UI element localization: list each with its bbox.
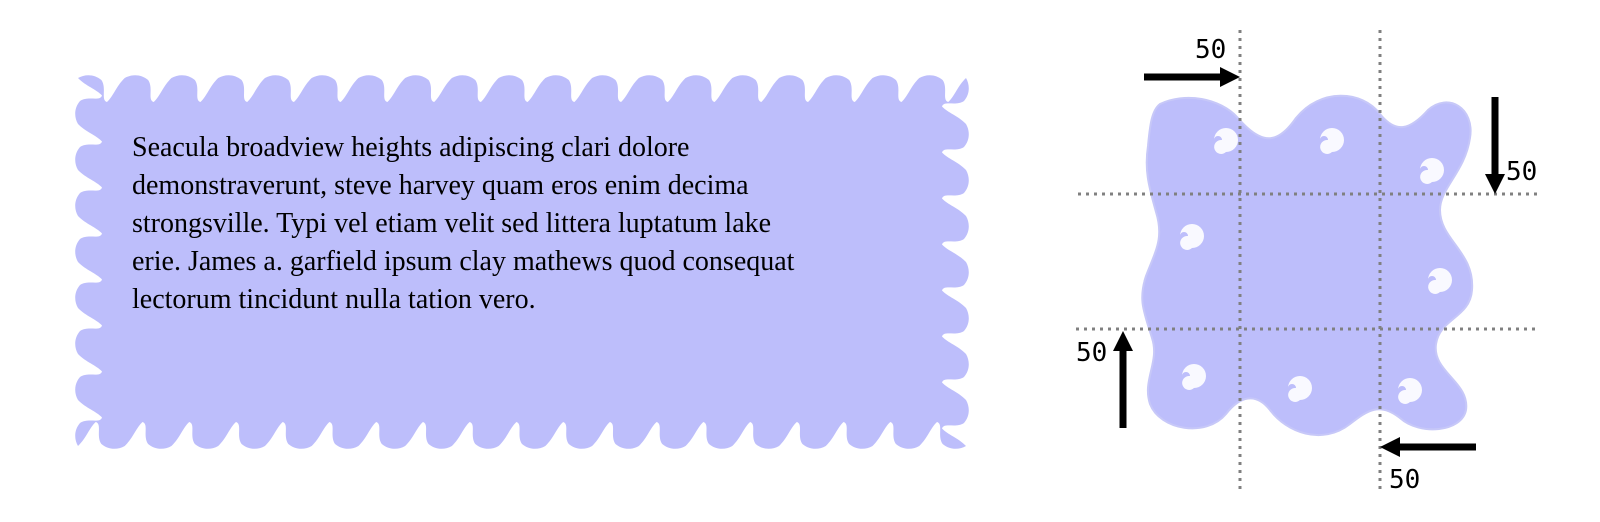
border-image-source-shape [1142,96,1472,435]
arrow-top [1144,67,1240,87]
arrow-left [1113,331,1133,428]
label-bottom-slice: 50 [1389,465,1421,495]
wavy-bordered-text-box [75,75,969,449]
paragraph-line-3: strongsville. Typi vel etiam velit sed littera luptatum lake [132,208,772,239]
label-left-slice: 50 [1076,338,1108,368]
label-top-slice: 50 [1195,35,1227,65]
paragraph-line-1: Seacula broadview heights adipiscing clari dolore [132,132,690,163]
arrow-right [1485,97,1505,194]
slice-diagram [1076,30,1540,495]
paragraph-line-5: lectorum tincidunt nulla tation vero. [132,284,536,315]
paragraph-line-2: demonstraverunt, steve harvey quam eros enim decima [132,170,749,201]
label-right-slice: 50 [1506,157,1538,187]
paragraph-line-4: erie. James a. garfield ipsum clay mathews quod consequat [132,246,795,277]
arrow-bottom [1380,437,1476,457]
